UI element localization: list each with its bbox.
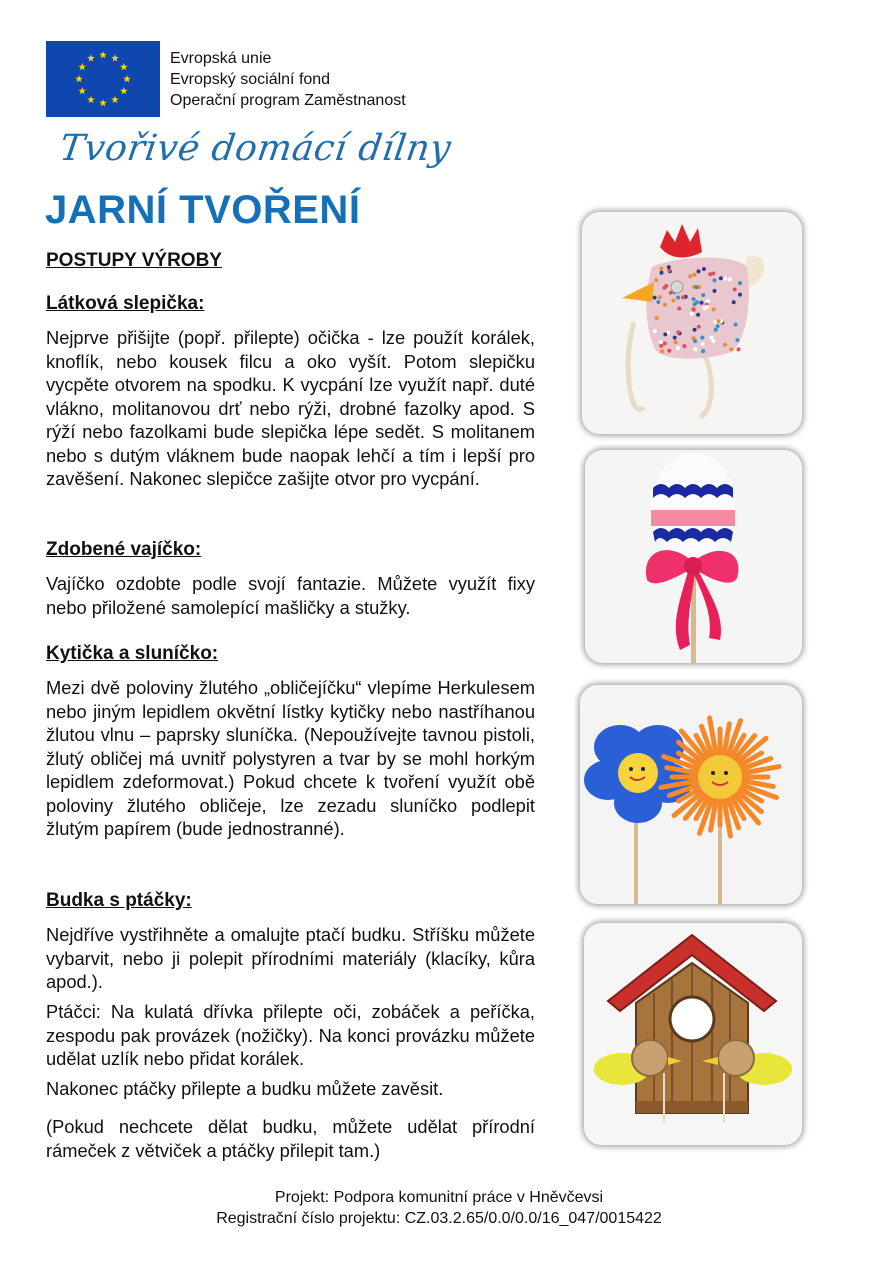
flower-sun-photo [580, 685, 802, 904]
section-heading-flower-sun: Kytička a sluníčko: [46, 643, 219, 664]
section-text-hen: Nejprve přišijte (popř. přilepte) očička - lze použít korálek, knoflík, nebo kousek filcu a oko vyšít. Potom slepičku vycpěte otvorem na spodku. K vycpání lze využít např. duté vlákno, molitanovou drť nebo rýži, drobné fazolky apod. S rýží nebo fazolkami bude slepička lépe sedět. S molitanem nebo s dutým vláknem bude naopak lehčí a tím i lepší pro zavěšení. Nakonec slepičce zašijte otvor pro vycpání. [46, 327, 535, 489]
section-text-birdhouse-1: Nejdříve vystřihněte a omalujte ptačí budku. Stříšku můžete vybarvit, nebo ji polepit přírodními materiály (klacíky, kůra apod.). [46, 924, 535, 992]
eu-line-1: Evropská unie [170, 50, 272, 67]
footer-project: Projekt: Podpora komunitní práce v Hněvčevsi [274, 1189, 604, 1206]
section-heading-egg: Zdobené vajíčko: [46, 539, 202, 560]
section-heading-birdhouse: Budka s ptáčky: [46, 890, 192, 911]
birdhouse-image [584, 923, 802, 1145]
fabric-hen-image [582, 212, 802, 434]
footer-registration: Registrační číslo projektu: CZ.03.2.65/0.0/0.0/16_047/0015422 [216, 1210, 662, 1227]
procedures-heading: POSTUPY VÝROBY [46, 250, 222, 271]
eu-line-2: Evropský sociální fond [170, 71, 331, 88]
eu-stars-icon [46, 41, 160, 117]
script-title: Tvořivé domácí dílny [57, 128, 454, 169]
section-text-birdhouse-2: Ptáčci: Na kulatá dřívka přilepte oči, zobáček a peříčka, zespodu pak provázek (nožičky). Na konci provázku můžete udělat uzlík nebo přidat korálek. [46, 1001, 535, 1069]
birdhouse-photo [584, 923, 802, 1145]
hen-photo [582, 212, 802, 434]
eu-line-3: Operační program Zaměstnanost [170, 92, 406, 109]
section-heading-hen: Látková slepička: [46, 293, 205, 314]
egg-photo [585, 450, 802, 663]
flower-and-sun-image [580, 685, 802, 904]
decorated-egg-image [585, 450, 802, 663]
section-text-flower-sun: Mezi dvě poloviny žlutého „obličejíčku“ vlepíme Herkulesem nebo jiným lepidlem okvětní lístky kytičky nebo nastříhanou žlutou vlnu – paprsky sluníčka. (Nepoužívejte tavnou pistoli, žlutý obličej má uvnitř polystyren a tvar by se mohl horkým lepidlem zdeformovat.) Pokud chcete k tvoření využít obě poloviny žlutého obličeje, lze zezadu sluníčko podlepit žlutým papírem (bude jednostranné). [46, 677, 535, 839]
eu-flag-logo [46, 41, 160, 117]
page-title: JARNÍ TVOŘENÍ [45, 188, 361, 232]
eu-funding-text [170, 48, 406, 111]
section-text-egg: Vajíčko ozdobte podle svojí fantazie. Můžete využít fixy nebo přiložené samolepící mašličky a stužky. [46, 573, 535, 618]
section-text-birdhouse-3: Nakonec ptáčky přilepte a budku můžete zavěsit. [46, 1078, 444, 1099]
section-text-birdhouse-4: (Pokud nechcete dělat budku, můžete udělat přírodní rámeček z větviček a ptáčky přilepit tam.) [46, 1116, 535, 1161]
